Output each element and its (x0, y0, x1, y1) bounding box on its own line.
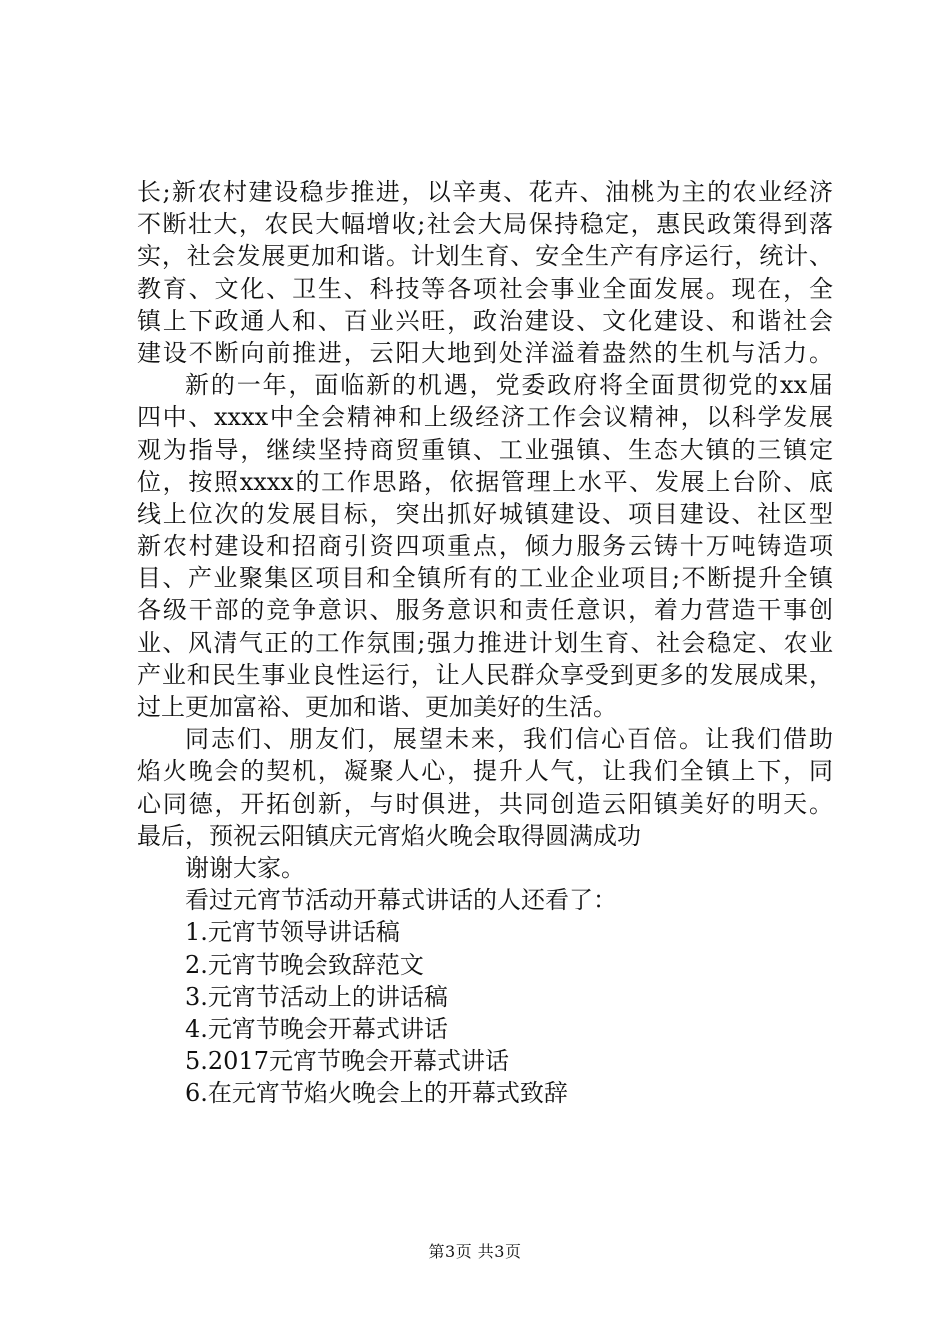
paragraph-line: 不断壮大，农民大幅增收;社会大局保持稳定，惠民政策得到落 (137, 210, 833, 239)
related-item[interactable]: 6.在元宵节焰火晚会上的开幕式致辞 (185, 1079, 568, 1108)
paragraph-line: 教育、文化、卫生、科技等各项社会事业全面发展。现在，全 (137, 274, 833, 303)
paragraph-line: 同志们、朋友们，展望未来，我们信心百倍。让我们借助 (185, 725, 833, 754)
paragraph-line: 建设不断向前推进，云阳大地到处洋溢着盎然的生机与活力。 (137, 338, 833, 367)
paragraph-line: 位，按照xxxx的工作思路，依据管理上水平、发展上台阶、底 (137, 467, 833, 496)
paragraph-line: 目、产业聚集区项目和全镇所有的工业企业项目;不断提升全镇 (137, 564, 833, 593)
paragraph-line: 实，社会发展更加和谐。计划生育、安全生产有序运行，统计、 (137, 242, 833, 271)
paragraph-line: 心同德，开拓创新，与时俱进，共同创造云阳镇美好的明天。 (137, 789, 833, 818)
related-item[interactable]: 4.元宵节晚会开幕式讲话 (185, 1014, 448, 1043)
related-item[interactable]: 5.2017元宵节晚会开幕式讲话 (185, 1047, 509, 1076)
paragraph-line: 观为指导，继续坚持商贸重镇、工业强镇、生态大镇的三镇定 (137, 435, 833, 464)
thanks-line: 谢谢大家。 (185, 853, 305, 882)
document-body (137, 176, 833, 1109)
paragraph-line: 业、风清气正的工作氛围;强力推进计划生育、社会稳定、农业 (137, 628, 833, 657)
paragraph-line: 新的一年，面临新的机遇，党委政府将全面贯彻党的xx届 (185, 371, 833, 400)
page-indicator: 第3页 共3页 (428, 1242, 522, 1261)
paragraph-line: 四中、xxxx中全会精神和上级经济工作会议精神，以科学发展 (137, 403, 833, 432)
paragraph-line: 长;新农村建设稳步推进，以辛夷、花卉、油桃为主的农业经济 (137, 178, 833, 206)
paragraph-line: 焰火晚会的契机，凝聚人心，提升人气，让我们全镇上下，同 (137, 757, 833, 786)
paragraph-line: 最后，预祝云阳镇庆元宵焰火晚会取得圆满成功 (137, 821, 641, 850)
related-item[interactable]: 1.元宵节领导讲话稿 (185, 918, 400, 947)
paragraph-line: 过上更加富裕、更加和谐、更加美好的生活。 (137, 693, 617, 721)
related-heading: 看过元宵节活动开幕式讲话的人还看了： (185, 886, 617, 915)
paragraph-line: 线上位次的发展目标，突出抓好城镇建设、项目建设、社区型 (137, 499, 833, 528)
related-list (137, 916, 833, 1109)
related-item[interactable]: 2.元宵节晚会致辞范文 (185, 950, 424, 979)
paragraph-1 (137, 176, 833, 369)
paragraph-line: 镇上下政通人和、百业兴旺，政治建设、文化建设、和谐社会 (137, 306, 833, 335)
paragraph-line: 各级干部的竞争意识、服务意识和责任意识，着力营造干事创 (137, 596, 833, 625)
paragraph-line: 产业和民生事业良性运行，让人民群众享受到更多的发展成果， (137, 660, 833, 689)
paragraph-2 (137, 369, 833, 723)
paragraph-3 (137, 723, 833, 852)
paragraph-line: 新农村建设和招商引资四项重点，倾力服务云铸十万吨铸造项 (137, 532, 833, 561)
related-item[interactable]: 3.元宵节活动上的讲话稿 (185, 982, 448, 1011)
